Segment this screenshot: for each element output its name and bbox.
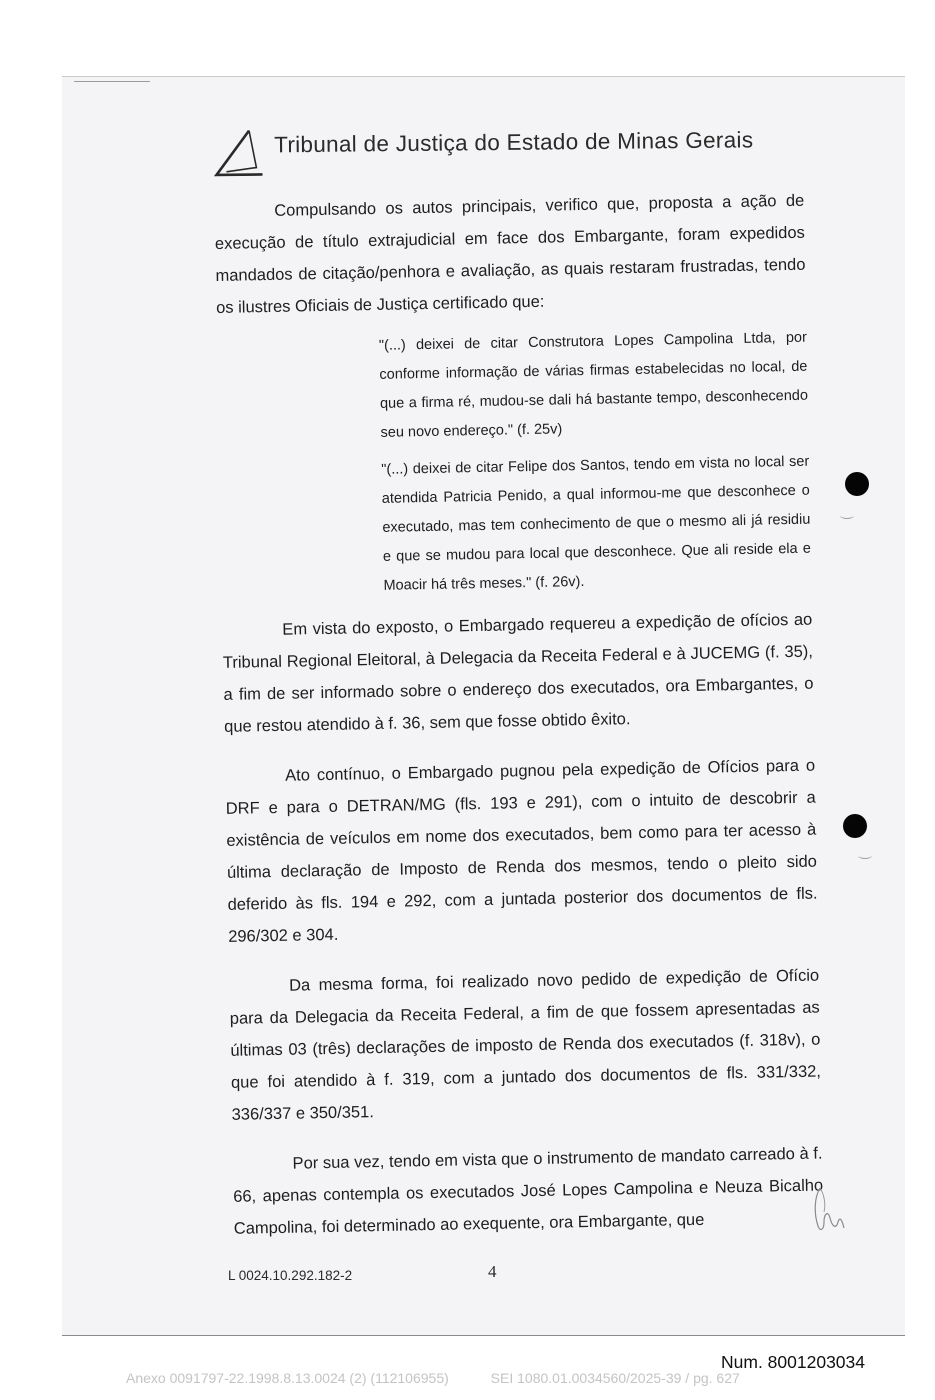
document-body xyxy=(214,185,824,1245)
document-number: Num. 8001203034 xyxy=(721,1352,865,1372)
paragraph-1: Compulsando os autos principais, verifico que, proposta a ação de execução de título extrajudicial em face dos Embargante, foram expedidos mandados de citação/penhora e avaliação, as quais restaram frustradas, tendo os ilustres Oficiais de Justiça certificado que: xyxy=(214,191,806,317)
sei-reference: SEI 1080.01.0034560/2025-39 / pg. 627 xyxy=(490,1370,740,1386)
page-number: 4 xyxy=(488,1262,497,1281)
initials-signature xyxy=(808,1180,852,1236)
punch-hole-top xyxy=(845,472,869,496)
document-header xyxy=(212,121,853,184)
quote-1: "(...) deixei de citar Construtora Lopes Campolina Ltda, por conforme informação de várias firmas estabelecidas no local, de que a firma ré, mudou-se dali há bastante tempo, desconhecendo seu novo endereço." (f. 25v) xyxy=(378,329,809,441)
paragraph-3: Ato contínuo, o Embargado pugnou pela expedição de Ofícios para o DRF e para o DETRAN/MG (fls. 193 e 291), com o intuito de descobrir a existência de veículos em nome dos executados, bem como para ter acesso à última declaração de Imposto de Renda dos mesmos, tendo o pleito sido deferido às fls. 194 e 292, com a juntada posterior dos documentos de fls. 296/302 e 304. xyxy=(225,756,818,946)
annex-reference: Anexo 0091797-22.1998.8.13.0024 (2) (112106955) xyxy=(126,1370,449,1386)
quote-2: "(...) deixei de citar Felipe dos Santos, tendo em vista no local ser atendida Patricia Penido, a qual informou-me que desconhece o executado, mas tem conhecimento de que o mesmo ali já residiu e que se mudou para local que desconhece. Que ali reside ela e Moacir há três meses." (f. 26v). xyxy=(381,453,812,594)
punch-hole-shadow xyxy=(858,852,872,859)
punch-hole-bottom xyxy=(843,814,867,838)
process-number: L 0024.10.292.182-2 xyxy=(228,1268,353,1283)
punch-hole-shadow xyxy=(840,512,854,519)
paragraph-4: Da mesma forma, foi realizado novo pedido de expedição de Ofício para da Delegacia da Receita Federal, a fim de que fossem apresentadas as últimas 03 (três) declarações de imposto de Renda dos executados (f. 318v), o que foi atendido à f. 319, com a juntado dos documentos de fls. 331/332, 336/337 e 350/351. xyxy=(229,966,822,1124)
scan-edge-mark xyxy=(74,81,150,82)
paragraph-2: Em vista do exposto, o Embargado requereu a expedição de ofícios ao Tribunal Regional Eleitoral, à Delegacia da Receita Federal e à JUCEMG (f. 35), a fim de ser informado sobre o endereço dos executados, ora Embargantes, o que restou atendido à f. 36, sem que fosse obtido êxito. xyxy=(222,610,814,736)
court-name: Tribunal de Justiça do Estado de Minas Gerais xyxy=(274,127,754,158)
paragraph-5: Por sua vez, tendo em vista que o instrumento de mandato carreado à f. 66, apenas contempla os executados José Lopes Campolina e Neuza Bicalho Campolina, foi determinado ao exequente, ora Embargante, que xyxy=(233,1144,824,1238)
footer-watermark xyxy=(126,1370,740,1386)
triangle-logo-icon xyxy=(212,127,267,182)
